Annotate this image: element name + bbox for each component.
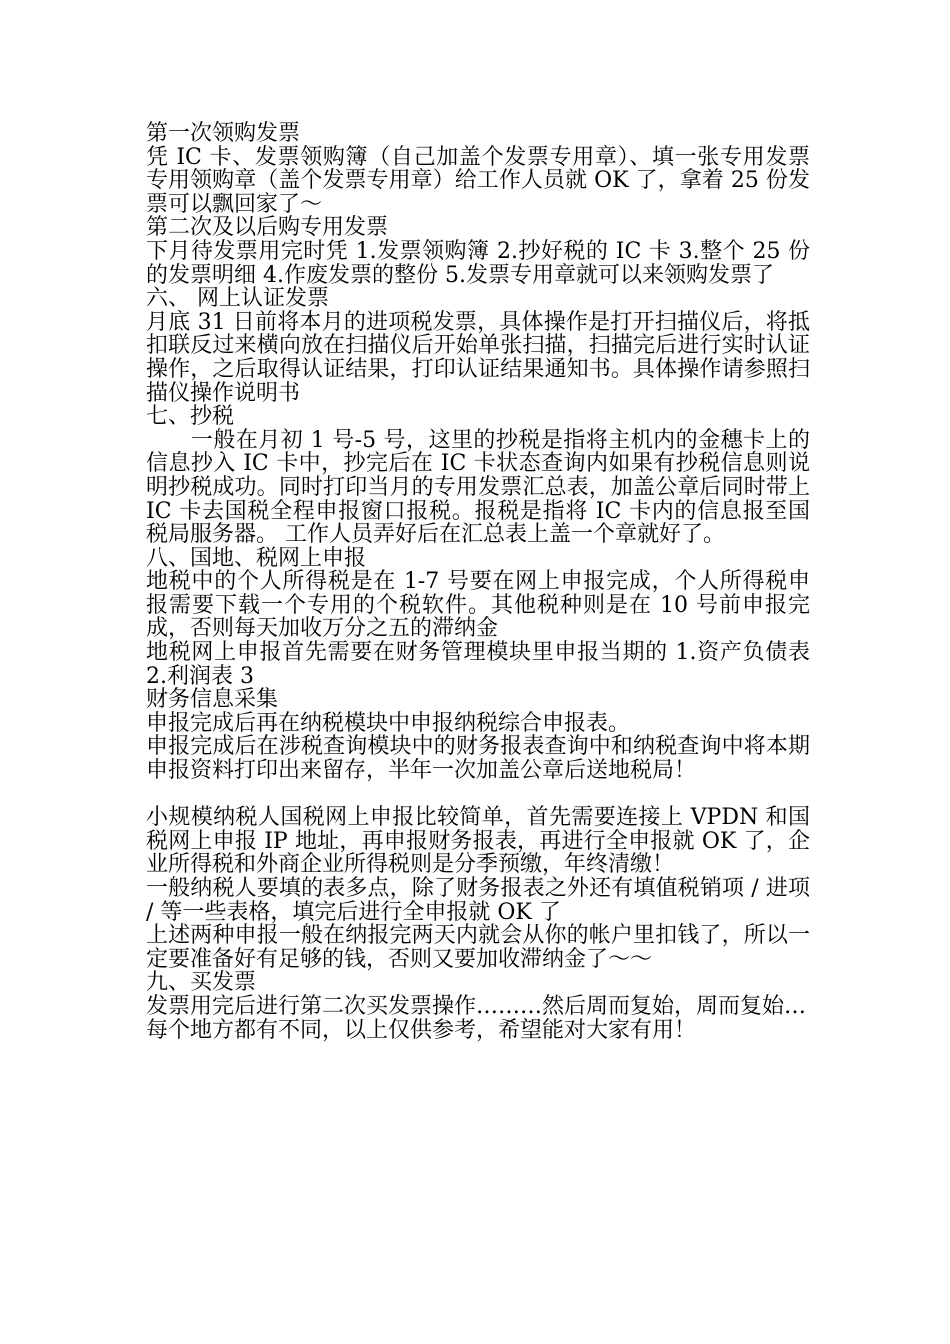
heading-buy-invoice: 九、买发票 — [146, 970, 257, 996]
paragraph-second-purchase: 下月待发票用完时凭 1.发票领购簿 2.抄好税的 IC 卡 3.整个 25 份的发票明细 4.作废发票的整份 5.发票专用章就可以来领购发票了 — [146, 238, 810, 288]
paragraph-personal-income-tax: 地税中的个人所得税是在 1-7 号要在网上申报完成，个人所得税申报需要下载一个专用的个税软件。其他税种则是在 10 号前申报完成，否则每天加收万分之五的滞纳金 — [146, 569, 810, 642]
paragraph-local-tax-filing: 地税网上申报首先需要在财务管理模块里申报当期的 1.资产负债表 2.利润表 3 — [146, 640, 810, 689]
paragraph-small-scale-taxpayer: 小规模纳税人国税网上申报比较简单，首先需要连接上 VPDN 和国税网上申报 IP 地址，再申报财务报表，再进行全申报就 OK 了，企业所得税和外商企业所得税则是分季预缴，年终清缴！ — [146, 805, 810, 878]
paragraph-first-purchase: 凭 IC 卡、发票领购簿（自己加盖个发票专用章）、填一张专用发票专用领购章（盖个发票专用章）给工作人员就 OK 了，拿着 25 份发票可以飘回家了～ — [146, 144, 810, 217]
paragraph-closing-note: 每个地方都有不同，以上仅供参考，希望能对大家有用！ — [146, 1017, 697, 1043]
paragraph-general-taxpayer: 一般纳税人要填的表多点，除了财务报表之外还有填值税销项 / 进项 / 等一些表格，填完后进行全申报就 OK 了 — [146, 876, 810, 925]
paragraph-tax-copy: 一般在月初 1 号-5 号，这里的抄税是指将主机内的金穗卡上的信息抄入 IC 卡中，抄完后在 IC 卡状态查询内如果有抄税信息则说明抄税成功。同时打印当月的专用发票汇总表，加盖公章后同时带上 IC 卡去国税全程申报窗口报税。报税是指将 IC 卡内的信息报至国税局服务器。 工作人员弄好后在汇总表上盖一个章就好了。 — [146, 427, 810, 548]
paragraph-online-certification: 月底 31 日前将本月的进项税发票，具体操作是打开扫描仪后，将抵扣联反过来横向放在扫描仪后开始单张扫描，扫描完后进行实时认证操作，之后取得认证结果，打印认证结果通知书。具体操作请参照扫描仪操作说明书 — [146, 309, 810, 406]
paragraph-print-archive: 申报完成后在涉税查询模块中的财务报表查询中和纳税查询中将本期申报资料打印出来留存，半年一次加盖公章后送地税局！ — [146, 734, 810, 784]
document-body — [146, 122, 810, 1042]
blank-line — [146, 783, 810, 807]
paragraph-comprehensive-report: 申报完成后再在纳税模块中申报纳税综合申报表。 — [146, 710, 631, 736]
heading-tax-copy: 七、抄税 — [146, 404, 235, 430]
paragraph-financial-info: 财务信息采集 — [146, 687, 279, 713]
heading-online-filing: 八、国地、税网上申报 — [146, 545, 367, 571]
paragraph-deduction-note: 上述两种申报一般在纳报完两天内就会从你的帐户里扣钱了，所以一定要准备好有足够的钱，否则又要加收滞纳金了～～ — [146, 923, 810, 972]
heading-online-certification: 六、 网上认证发票 — [146, 286, 329, 312]
paragraph-buy-invoice: 发票用完后进行第二次买发票操作………然后周而复始，周而复始… — [146, 993, 807, 1019]
heading-first-purchase: 第一次领购发票 — [146, 121, 301, 146]
heading-second-purchase: 第二次及以后购专用发票 — [146, 215, 389, 241]
